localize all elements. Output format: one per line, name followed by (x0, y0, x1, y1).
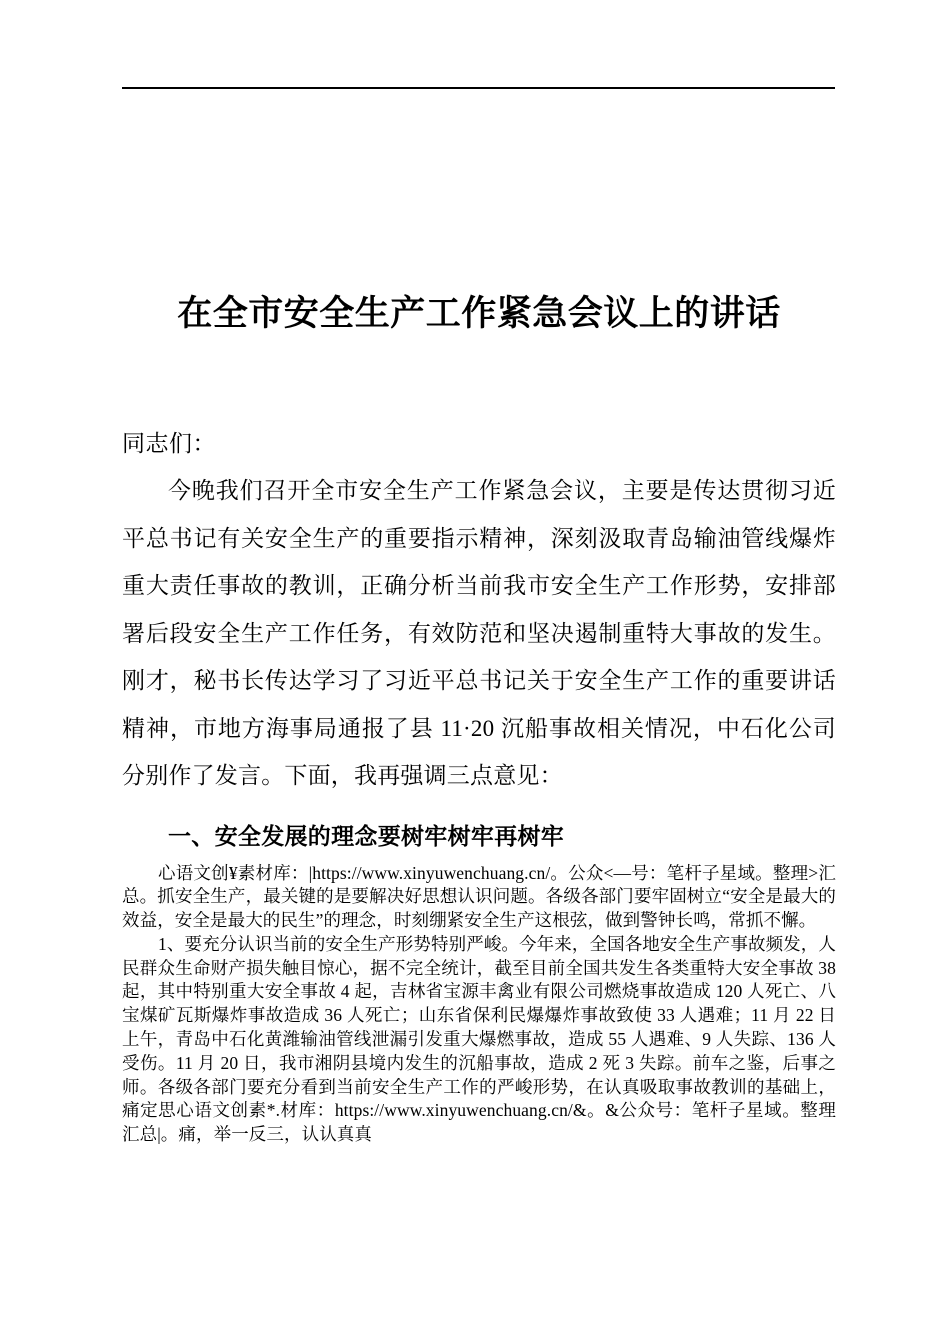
opening-paragraph: 今晚我们召开全市安全生产工作紧急会议，主要是传达贯彻习近平总书记有关安全生产的重要指示精神，深刻汲取青岛输油管线爆炸重大责任事故的教训，正确分析当前我市安全生产工作形势，安排部署后段安全生产工作任务，有效防范和坚决遏制重特大事故的发生。刚才，秘书长传达学习了习近平总书记关于安全生产工作的重要讲话精神，市地方海事局通报了县 11·20 沉船事故相关情况，中石化公司分别作了发言。下面，我再强调三点意见： (122, 478, 836, 788)
paragraph-watermark-1: 心语文创¥素材库：|https://www.xinyuwenchuang.cn/。公众<—号：笔杆子星域。整理>汇总。抓安全生产，最关键的是要解决好思想认识问题。各级各部门要牢固树立“安全是最大的效益，安全是最大的民生”的理念，时刻绷紧安全生产这根弦，做到警钟长鸣，常抓不懈。 (122, 862, 836, 931)
salutation: 同志们： (122, 431, 216, 456)
header-rule-divider (122, 87, 835, 89)
page-title: 在全市安全生产工作紧急会议上的讲话 (177, 294, 781, 333)
document-content (122, 160, 836, 1147)
paragraph-item-1: 1、要充分认识当前的安全生产形势特别严峻。今年来，全国各地安全生产事故频发，人民群众生命财产损失触目惊心，据不完全统计，截至目前全国共发生各类重特大安全事故 38 起，其中特别重大安全事故 4 起，吉林省宝源丰禽业有限公司燃烧事故造成 120 人死亡、八宝煤矿瓦斯爆炸事故造成 36 人死亡；山东省保利民爆爆炸事故致使 33 人遇难；11 月 22 日上午，青岛中石化黄潍输油管线泄漏引发重大爆燃事故，造成 55 人遇难、9 人失踪、136 人受伤。11 月 20 日，我市湘阴县境内发生的沉船事故，造成 2 死 3 失踪。前车之鉴，后事之师。各级各部门要充分看到当前安全生产工作的严峻形势，在认真吸取事故教训的基础上，痛定思心语文创素*.材库：https://www.xinyuwenchuang.cn/&。&公众号：笔杆子星域。整理汇总|。痛，举一反三，认认真真 (122, 933, 836, 1145)
section-heading-1: 一、安全发展的理念要树牢树牢再树牢 (168, 822, 565, 849)
